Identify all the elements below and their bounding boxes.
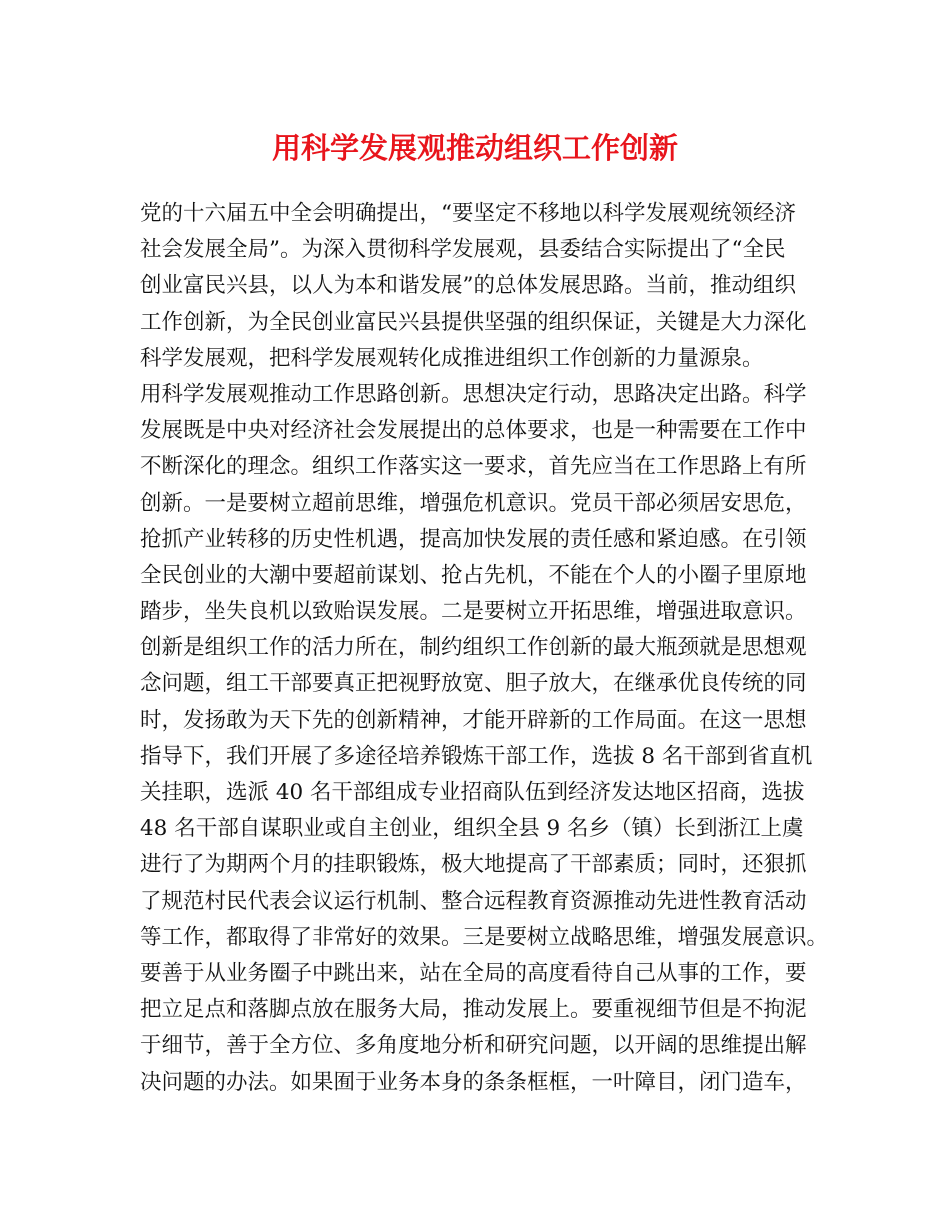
text-line: 用科学发展观推动工作思路创新。思想决定行动，思路决定出路。科学	[140, 381, 807, 407]
text-line: 不断深化的理念。组织工作落实这一要求，首先应当在工作思路上有所	[140, 454, 807, 480]
text-line: 于细节，善于全方位、多角度地分析和研究问题，以开阔的思维提出解	[140, 1033, 807, 1059]
text-line: 创新是组织工作的活力所在，制约组织工作创新的最大瓶颈就是思想观	[140, 635, 807, 661]
document-title: 用科学发展观推动组织工作创新	[271, 131, 678, 165]
text-line: 48 名干部自谋职业或自主创业，组织全县 9 名乡（镇）长到浙江上虞	[140, 816, 804, 842]
text-line: 把立足点和落脚点放在服务大局，推动发展上。要重视细节但是不拘泥	[140, 997, 807, 1023]
text-line: 进行了为期两个月的挂职锻炼，极大地提高了干部素质；同时，还狠抓	[140, 852, 807, 878]
text-line: 了规范村民代表会议运行机制、整合远程教育资源推动先进性教育活动	[140, 888, 807, 914]
text-line: 指导下，我们开展了多途径培养锻炼干部工作，选拔 8 名干部到省直机	[140, 743, 813, 769]
text-line: 抢抓产业转移的历史性机遇，提高加快发展的责任感和紧迫感。在引领	[140, 526, 807, 552]
text-line: 创新。一是要树立超前思维，增强危机意识。党员干部必须居安思危，	[140, 490, 807, 516]
text-line: 科学发展观，把科学发展观转化成推进组织工作创新的力量源泉。	[140, 345, 764, 371]
text-line: 踏步，坐失良机以致贻误发展。二是要树立开拓思维，增强进取意识。	[140, 599, 807, 625]
text-line: 创业富民兴县，以人为本和谐发展”的总体发展思路。当前，推动组织	[140, 273, 796, 299]
text-line: 全民创业的大潮中要超前谋划、抢占先机，不能在个人的小圈子里原地	[140, 562, 807, 588]
text-line: 关挂职，选派 40 名干部组成专业招商队伍到经济发达地区招商，选拔	[140, 780, 805, 805]
text-line: 党的十六届五中全会明确提出，“要坚定不移地以科学发展观统领经济	[140, 201, 796, 226]
text-line: 工作创新，为全民创业富民兴县提供坚强的组织保证，关键是大力深化	[140, 309, 807, 335]
text-line: 要善于从业务圈子中跳出来，站在全局的高度看待自己从事的工作，要	[140, 960, 807, 986]
text-line: 念问题，组工干部要真正把视野放宽、胆子放大，在继承优良传统的同	[140, 671, 807, 697]
document-body	[140, 196, 830, 1101]
text-line: 等工作，都取得了非常好的效果。三是要树立战略思维，增强发展意识。	[140, 924, 829, 950]
text-line: 时，发扬敢为天下先的创新精神，才能开辟新的工作局面。在这一思想	[140, 707, 807, 733]
text-line: 决问题的办法。如果囿于业务本身的条条框框，一叶障目，闭门造车，	[140, 1069, 807, 1095]
text-line: 社会发展全局”。为深入贯彻科学发展观，县委结合实际提出了“全民	[140, 237, 786, 263]
text-line: 发展既是中央对经济社会发展提出的总体要求，也是一种需要在工作中	[140, 418, 807, 444]
